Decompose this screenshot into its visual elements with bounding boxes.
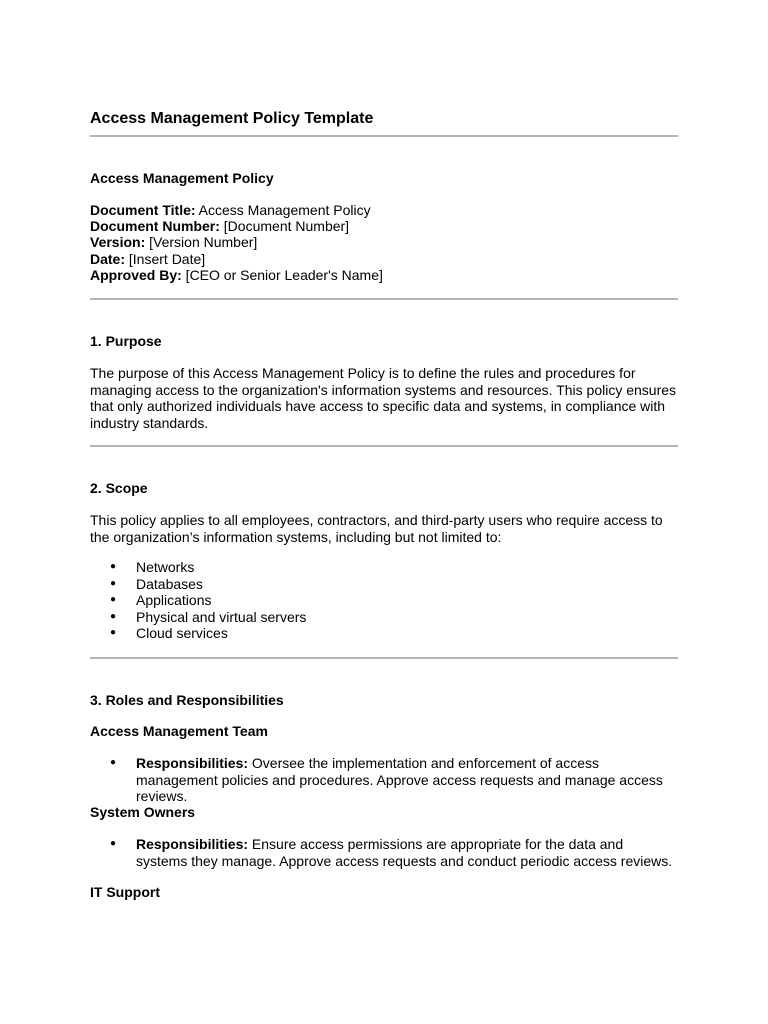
divider [90,657,678,659]
scope-paragraph: This policy applies to all employees, contractors, and third-party users who require access to the organization’s information systems, including but not limited to: [90,512,663,545]
divider [90,298,678,300]
section-heading-purpose: 1. Purpose [90,333,162,349]
responsibilities-text: Ensure access permissions are appropriate for the data and systems they manage. Approve access requests and conduct periodic access reviews. [136,836,673,869]
metadata-label: Version: [90,234,146,251]
metadata-label: Date: [90,250,126,267]
divider [90,445,678,447]
metadata-line-title [90,202,383,218]
role-heading-it-support: IT Support [90,884,160,900]
purpose-paragraph: The purpose of this Access Management Policy is to define the rules and procedures for managing access to the organization's information systems and resources. This policy ensures that only authorized individuals have access to specific data and systems, in compliance with industry standards. [90,365,677,431]
metadata-label: Document Number: [90,218,220,235]
list-item: ● Networks [90,559,306,576]
metadata-value: [Document Number] [219,218,350,235]
list-item: ● Physical and virtual servers [90,609,306,626]
responsibilities-text: Oversee the implementation and enforcement of access management policies and procedures. Approve access requests and manage access reviews. [136,755,663,804]
metadata-line-date [90,251,383,267]
metadata-value: [CEO or Senior Leader's Name] [181,266,383,283]
metadata-value: [Insert Date] [125,250,206,267]
metadata-label: Document Title: [90,202,196,218]
scope-list [90,559,306,642]
section-heading-scope: 2. Scope [90,480,148,496]
metadata-line-number [90,218,383,234]
responsibilities-label: Responsibilities: [136,755,249,771]
section-heading-roles: 3. Roles and Responsibilities [90,692,284,708]
metadata-block [90,202,383,283]
responsibilities-item [90,836,678,869]
metadata-value: Access Management Policy [195,202,371,218]
responsibilities-label: Responsibilities: [136,836,249,852]
list-item: ● Applications [90,592,306,609]
metadata-value: [Version Number] [145,234,258,251]
responsibilities-item [90,755,678,805]
role-heading-access-management-team: Access Management Team [90,723,268,739]
policy-heading: Access Management Policy [90,170,274,186]
metadata-label: Approved By: [90,266,182,283]
list-item: ● Databases [90,576,306,593]
divider [90,135,678,137]
role-heading-system-owners: System Owners [90,804,196,820]
metadata-line-approved-by [90,267,383,283]
metadata-line-version [90,234,383,250]
document-title: Access Management Policy Template [90,110,374,127]
list-item: ● Cloud services [90,625,306,642]
